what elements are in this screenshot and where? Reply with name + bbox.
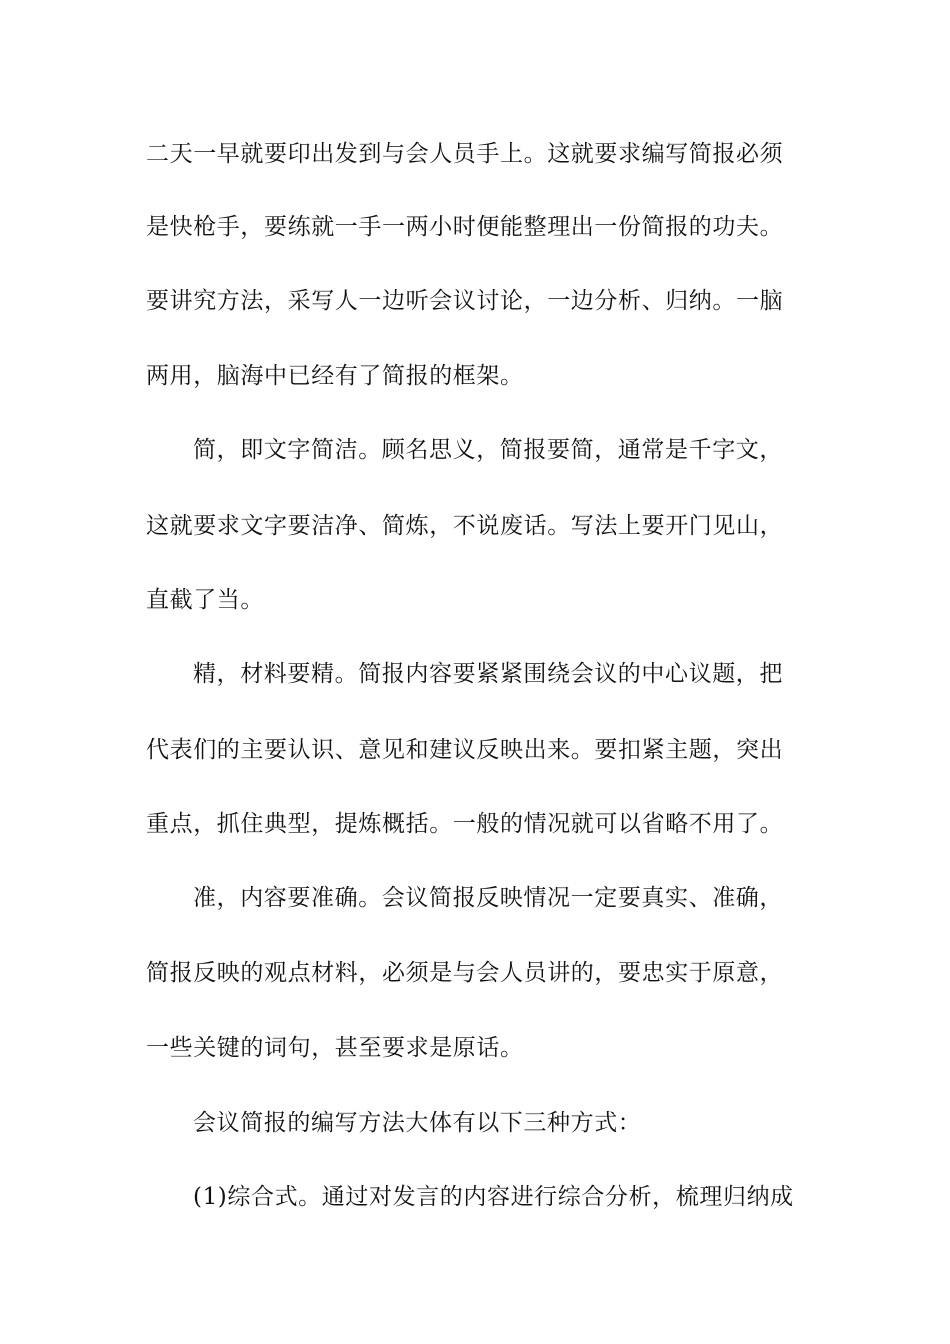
text-line: 一些关键的词句，甚至要求是原话。 xyxy=(146,1035,524,1061)
text-line: 两用，脑海中已经有了简报的框架。 xyxy=(146,363,524,389)
paragraph-first-line: 会议简报的编写方法大体有以下三种方式： xyxy=(193,1110,642,1136)
paragraph-first-line: (1)综合式。通过对发言的内容进行综合分析，梳理归纳成 xyxy=(193,1184,794,1210)
text-line: 代表们的主要认识、意见和建议反映出来。要扣紧主题，突出 xyxy=(146,737,784,763)
text-line: 二天一早就要印出发到与会人员手上。这就要求编写简报必须 xyxy=(146,141,784,167)
text-line: 这就要求文字要洁净、简炼，不说废话。写法上要开门见山， xyxy=(146,513,784,539)
paragraph-first-line: 准，内容要准确。会议简报反映情况一定要真实、准确， xyxy=(193,885,783,911)
text-line: 是快枪手，要练就一手一两小时便能整理出一份简报的功夫。 xyxy=(146,214,784,240)
text-line: 简报反映的观点材料，必须是与会人员讲的，要忠实于原意， xyxy=(146,960,784,986)
paragraph-first-line: 精，材料要精。简报内容要紧紧围绕会议的中心议题，把 xyxy=(193,661,783,687)
text-line: 重点，抓住典型，提炼概括。一般的情况就可以省略不用了。 xyxy=(146,811,784,837)
text-line: 直截了当。 xyxy=(146,587,264,613)
paragraph-first-line: 简，即文字简洁。顾名思义，简报要简，通常是千字文， xyxy=(193,437,783,463)
text-line: 要讲究方法，采写人一边听会议讨论，一边分析、归纳。一脑 xyxy=(146,288,784,314)
